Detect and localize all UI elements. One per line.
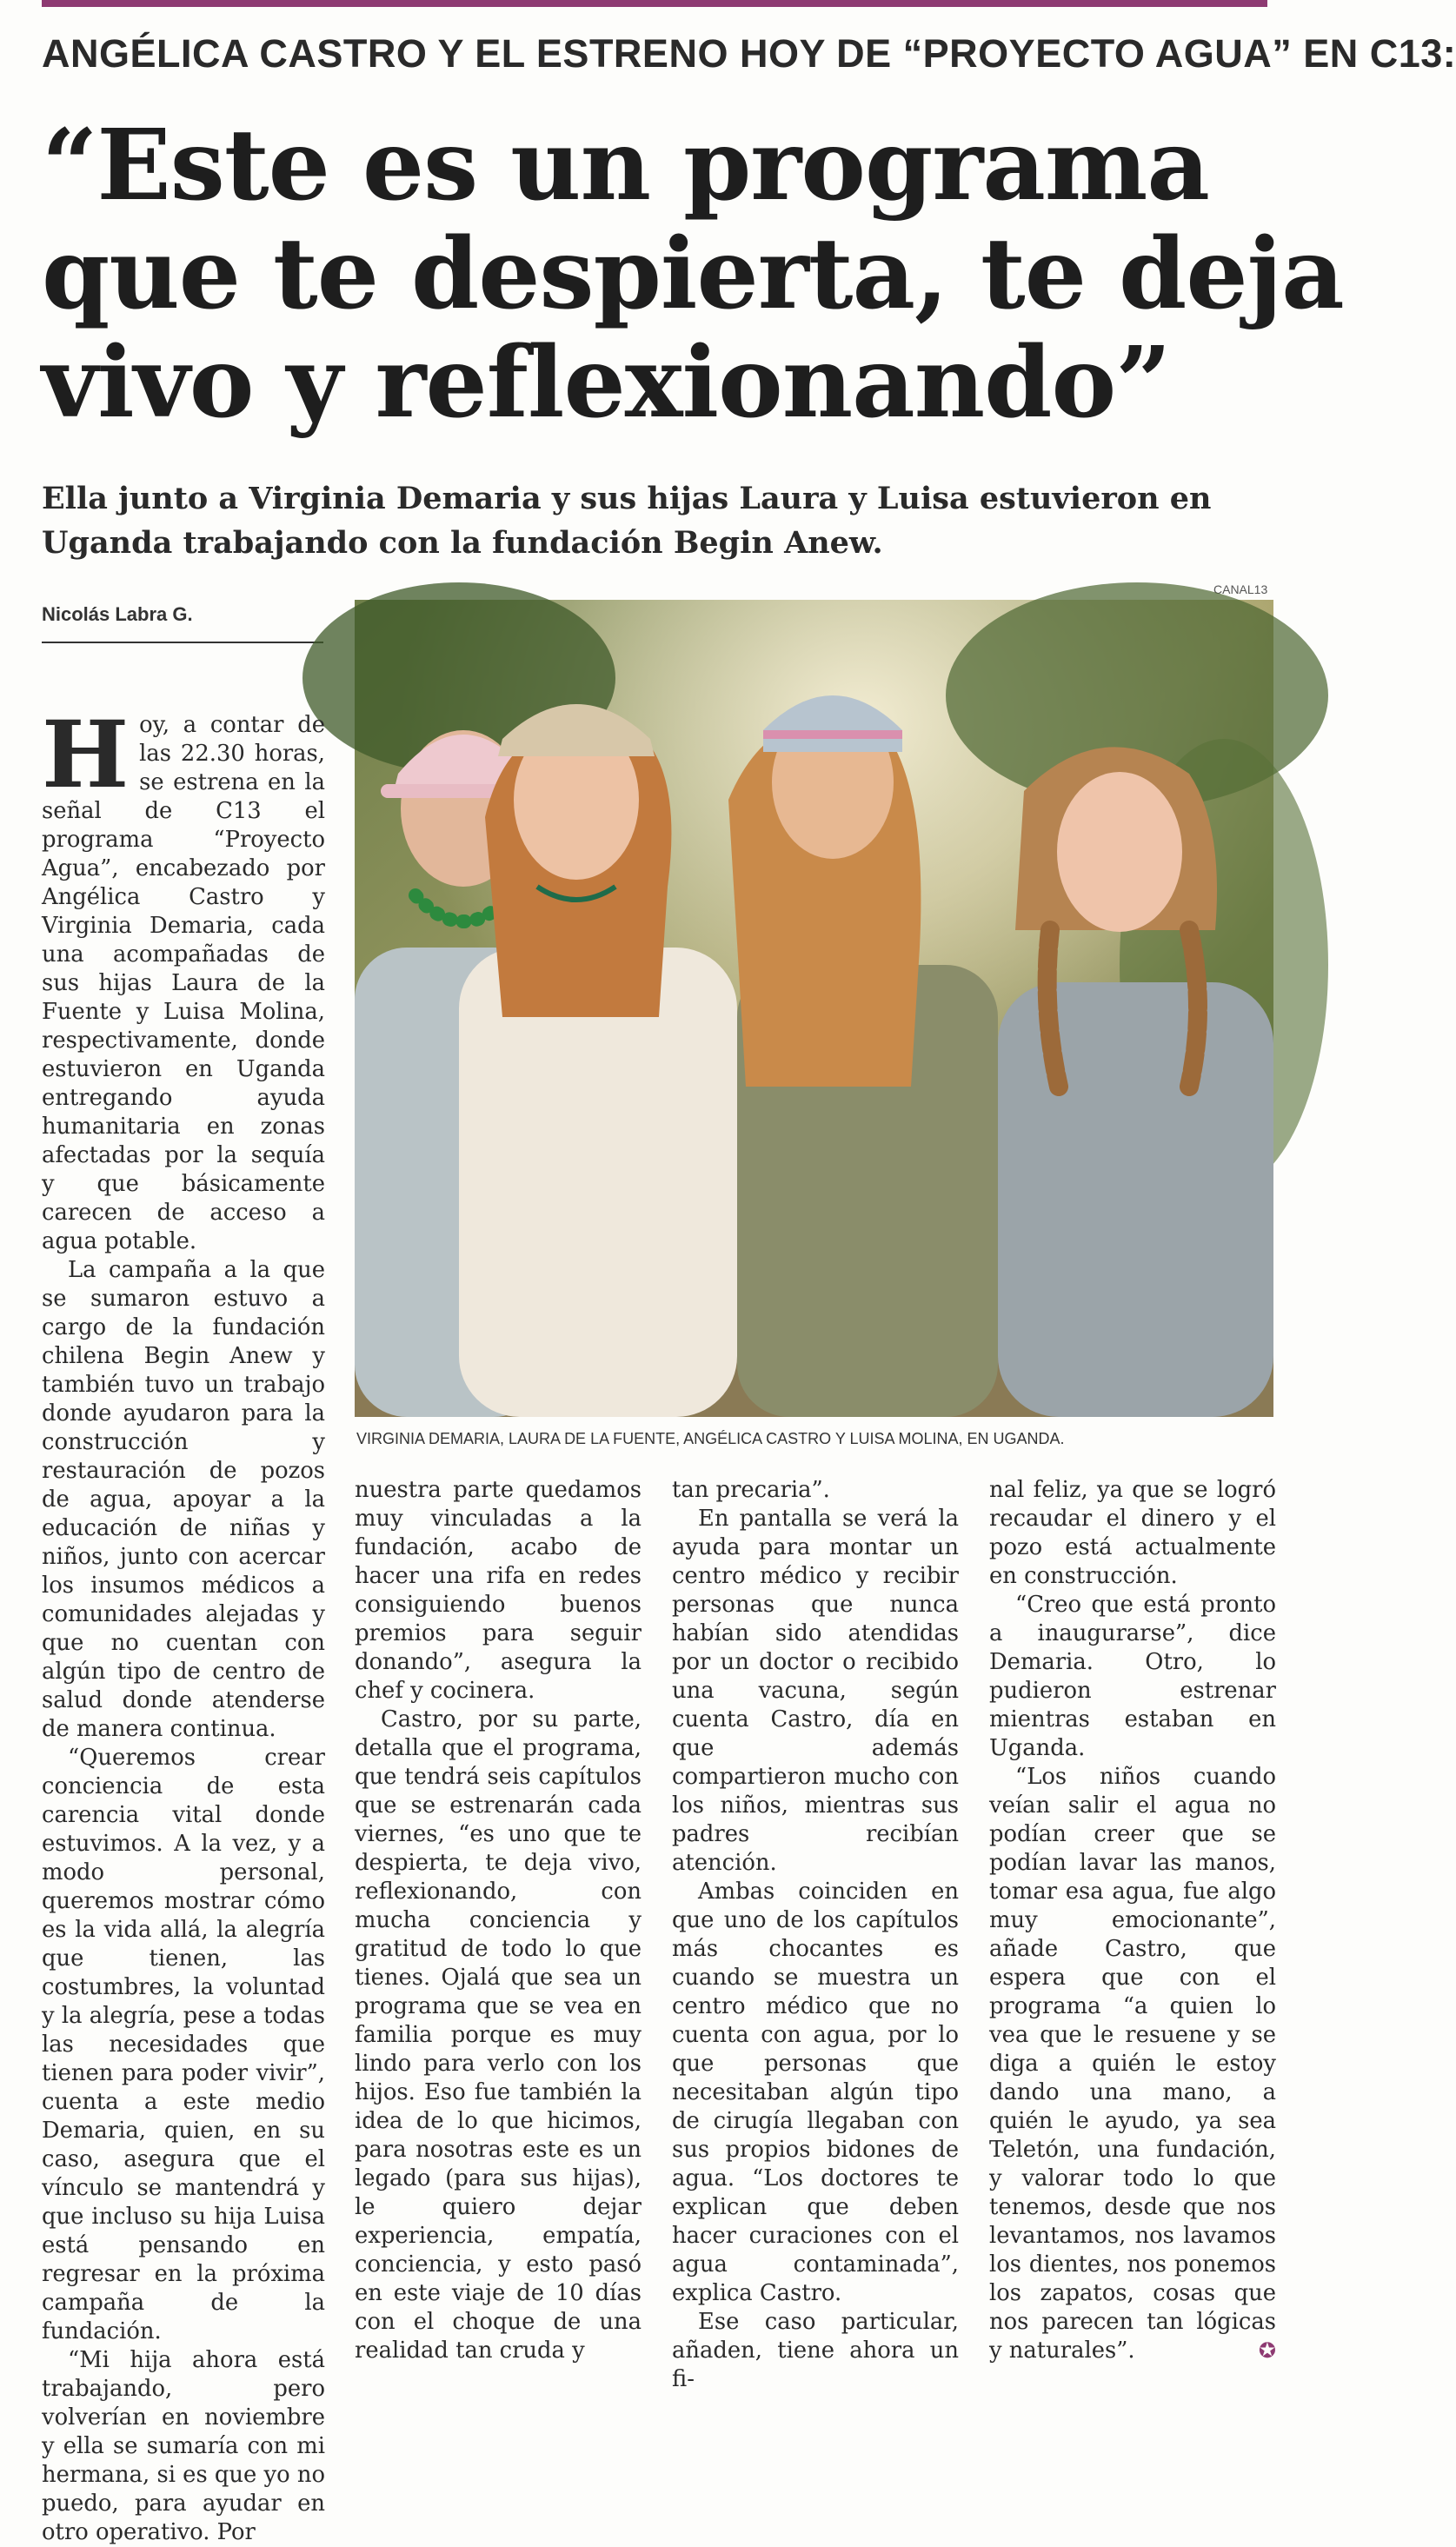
- paragraph: En pantalla se verá la ayuda para montar un centro médico y recibir personas que nunca habían sido atendidas por un doctor o recibido una vacuna, según cuenta Castro, día en que además compartieron mucho con los niños, mientras sus padres recibían atención.: [672, 1506, 959, 1876]
- paragraph: tan precaria”.: [672, 1477, 830, 1503]
- headline-line: “Este es un programa: [42, 109, 1209, 223]
- drop-cap: H: [42, 700, 130, 808]
- kicker: ANGÉLICA CASTRO Y EL ESTRENO HOY DE “PROYECTO AGUA” EN C13:: [42, 31, 1456, 76]
- byline-rule: [42, 642, 323, 643]
- paragraph: Castro, por su parte, detalla que el programa, que tendrá seis capítulos que se estrenarán cada viernes, “es uno que te despierta, te deja vivo, reflexionando, con mucha conciencia y gratitud de todo lo que tienes. Ojalá que sea un programa que se vea en familia porque es muy lindo para verlo con los hijos. Eso fue también la idea de lo que hicimos, para nosotras este es un legado (para sus hijas), le quiero dejar experiencia, empatía, conciencia, y esto pasó en este viaje de 10 días con el choque de una realidad tan cruda y: [355, 1706, 642, 2364]
- top-accent-bar: [42, 0, 1267, 7]
- article-column-3: [672, 1476, 959, 2394]
- paragraph: nal feliz, ya que se logró recaudar el dinero y el pozo está actualmente en construcción.: [989, 1477, 1276, 1589]
- paragraph: “Creo que está pronto a inaugurarse”, dice Demaria. Otro, lo pudieron estrenar mientras estaban en Uganda.: [989, 1592, 1276, 1761]
- deck: Ella junto a Virginia Demaria y sus hijas Laura y Luisa estuvieron en Uganda trabajando con la fundación Begin Anew.: [42, 481, 1212, 561]
- paragraph: La campaña a la que se sumaron estuvo a cargo de la fundación chilena Begin Anew y también tuvo un trabajo donde ayudaron para la construcción y restauración de pozos de agua, apoyar a la educación de niñas y niños, junto con acercar los insumos médicos a comunidades alejadas y que no cuentan con algún tipo de centro de salud donde atenderse de manera continua.: [42, 1257, 325, 1742]
- headline-line: que te despierta, te deja: [42, 217, 1344, 331]
- paragraph: Ambas coinciden en que uno de los capítulos más chocantes es cuando se muestra un centro médico que no cuenta con agua, por lo que personas que necesitaban algún tipo de cirugía llegaban con sus propios bidones de agua. “Los doctores te explican que deben hacer curaciones con el agua contaminada”, explica Castro.: [672, 1879, 959, 2306]
- group-photo: [355, 600, 1273, 1417]
- paragraph-text: “Los niños cuando veían salir el agua no podían creer que se podían lavar las manos, tomar esa agua, fue algo muy emocionante”, añade Castro, que espera que con el programa “a quien lo vea que le resuene y se diga a quién le estoy dando una mano, a quién le ayudo, ya sea Teletón, una fundación, y valorar todo lo que tenemos, desde que nos levantamos, nos lavamos los dientes, nos ponemos los zapatos, cosas que nos parecen tan lógicas y naturales”.: [989, 1764, 1276, 2364]
- photo-credit: CANAL13: [1213, 582, 1268, 596]
- paragraph: Ese caso particular, añaden, tiene ahora un fi-: [672, 2309, 959, 2392]
- photo-caption: VIRGINIA DEMARIA, LAURA DE LA FUENTE, ANGÉLICA CASTRO Y LUISA MOLINA, EN UGANDA.: [356, 1430, 1065, 1447]
- article-column-2: [355, 1476, 642, 2365]
- paragraph: nuestra parte quedamos muy vinculadas a la fundación, acabo de hacer una rifa en redes consiguiendo buenos premios para seguir donando”, asegura la chef y cocinera.: [355, 1477, 642, 1704]
- headline: [42, 109, 1344, 440]
- byline: Nicolás Labra G.: [42, 603, 193, 625]
- article-column-1: [42, 700, 325, 2547]
- paragraph-text: oy, a contar de las 22.30 horas, se estrena en la señal de C13 el programa “Proyecto Agua”, encabezado por Angélica Castro y Virginia Demaria, cada una acompañadas de sus hijas Laura de la Fuente y Luisa Molina, respectivamente, donde estuvieron en Uganda entregando ayuda humanitaria en zonas afectadas por la sequía y que básicamente carecen de acceso a agua potable.: [42, 712, 325, 1254]
- paragraph: [989, 1763, 1276, 2365]
- paragraph: “Queremos crear conciencia de esta carencia vital donde estuvimos. A la vez, y a modo personal, queremos mostrar cómo es la vida allá, la alegría que tienen, las costumbres, la voluntad y la alegría, pese a todas las necesidades que tienen para poder vivir”, cuenta a este medio Demaria, quien, en su caso, asegura que el vínculo se mantendrá y que incluso su hija Luisa está pensando en regresar en la próxima campaña de la fundación.: [42, 1745, 325, 2344]
- headline-line: vivo y reflexionando”: [42, 326, 1171, 440]
- photo-illustration: [355, 600, 1273, 1417]
- paragraph: [42, 700, 325, 1256]
- article-column-4: [989, 1476, 1276, 2365]
- paragraph: “Mi hija ahora está trabajando, pero volverían en noviembre y ella se sumaría con mi hermana, si es que yo no puedo, para ayudar en otro operativo. Por: [42, 2347, 325, 2545]
- end-mark-icon: ✪: [1258, 2338, 1276, 2363]
